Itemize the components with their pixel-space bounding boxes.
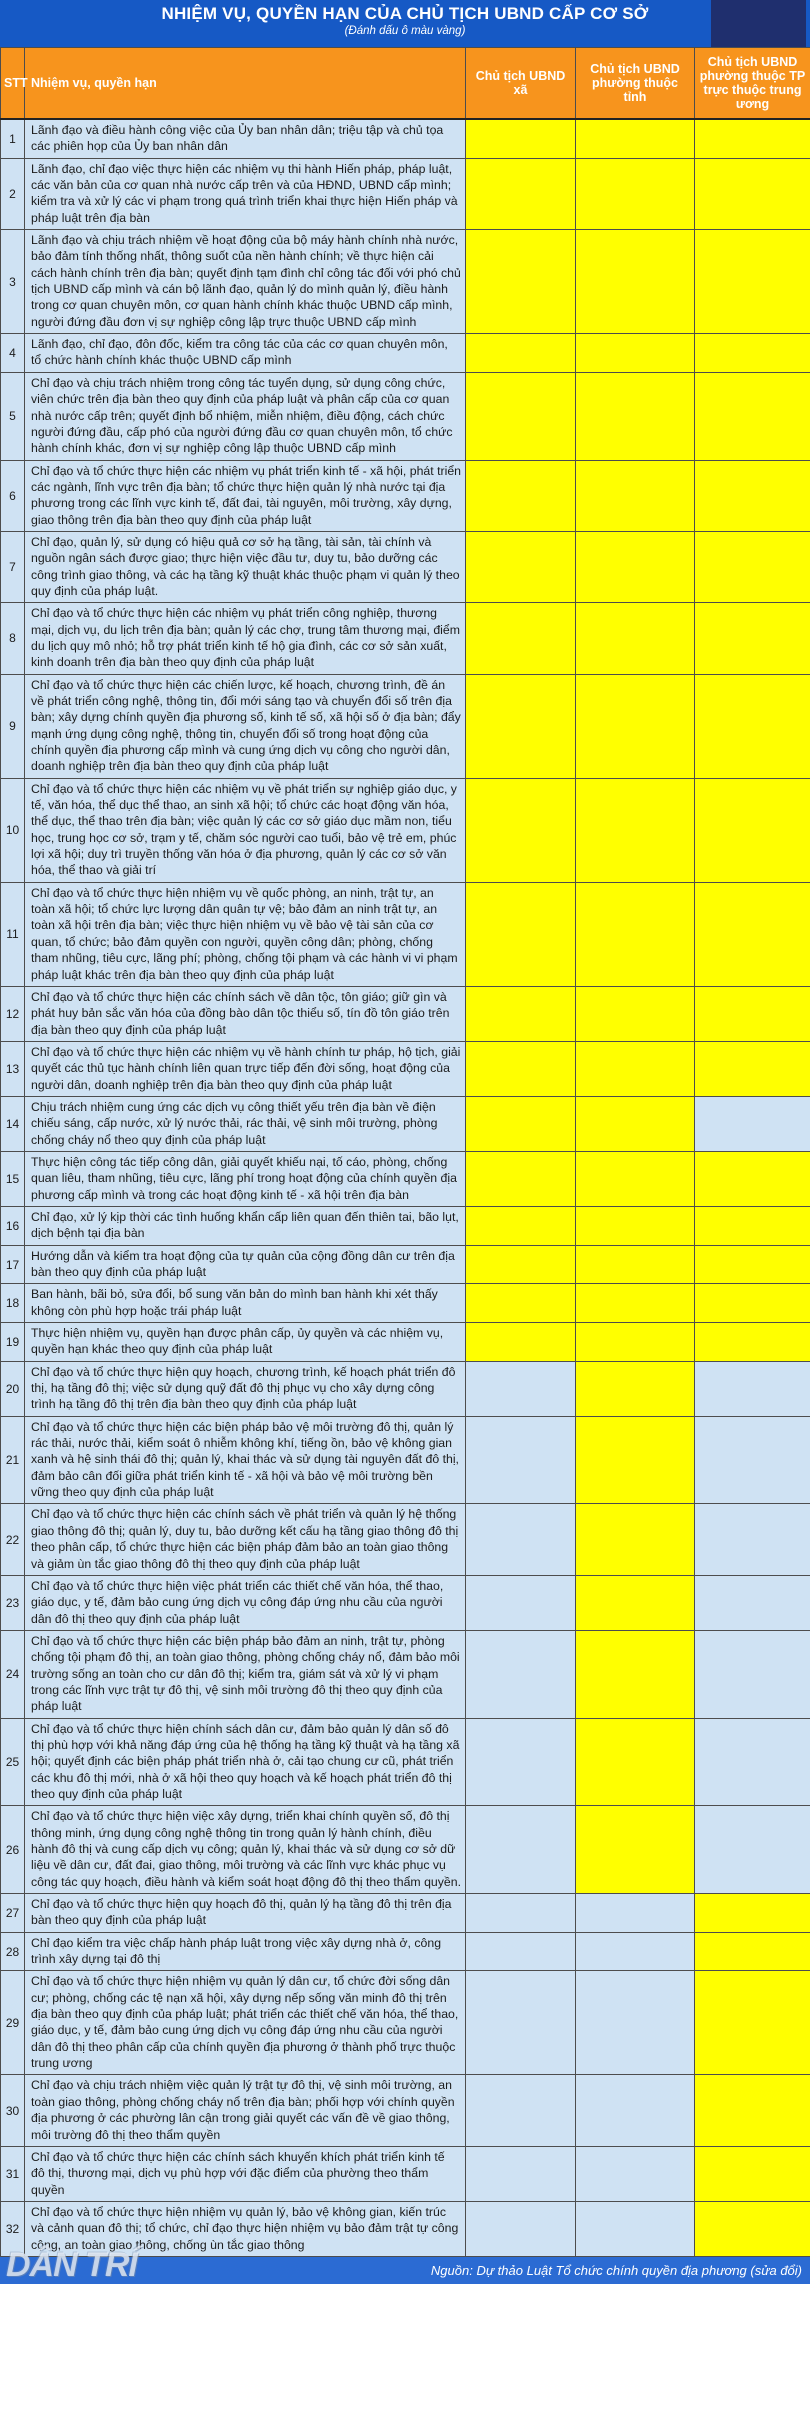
table-row	[1, 1361, 810, 1416]
row-number: 32	[1, 2201, 25, 2256]
mark-cell-ward-central-city	[695, 778, 810, 882]
title-banner	[0, 0, 810, 47]
mark-cell-ward-province	[576, 1971, 695, 2075]
task-text: Chỉ đạo và tổ chức thực hiện việc phát triển các thiết chế văn hóa, thể thao, giáo dục, y tế, đảm bảo cung ứng dịch vụ công đáp ứng nhu cầu của người dân đô thị theo quy định của pháp luật	[25, 1575, 466, 1630]
row-number: 23	[1, 1575, 25, 1630]
task-text: Chỉ đạo và tổ chức thực hiện các nhiệm vụ phát triển công nghiệp, thương mại, dịch vụ, du lịch trên địa bàn; quản lý các chợ, trung tâm thương mại, điểm du lịch quy mô nhỏ; hỗ trợ phát triển kinh tế hộ gia đình, các cơ sở sản xuất, kinh doanh trên địa bàn theo quy định của pháp luật	[25, 603, 466, 674]
mark-cell-ward-province	[576, 778, 695, 882]
table-row	[1, 1630, 810, 1718]
mark-cell-ward-central-city	[695, 1245, 810, 1284]
mark-cell-ward-central-city	[695, 119, 810, 158]
row-number: 3	[1, 230, 25, 334]
row-number: 7	[1, 531, 25, 602]
table-row	[1, 2201, 810, 2256]
mark-cell-commune	[466, 1151, 576, 1206]
task-text: Lãnh đạo, chỉ đạo việc thực hiện các nhiệm vụ thi hành Hiến pháp, pháp luật, các văn bản của cơ quan nhà nước cấp trên và của HĐND, UBND cấp mình; kiểm tra và xử lý các vi phạm trong quá trình triển khai thực hiện Hiến pháp và pháp luật trên địa bàn	[25, 158, 466, 229]
row-number: 31	[1, 2146, 25, 2201]
task-text: Chỉ đạo kiểm tra việc chấp hành pháp luật trong việc xây dựng nhà ở, công trình xây dựng tại đô thị	[25, 1932, 466, 1971]
row-number: 18	[1, 1284, 25, 1323]
row-number: 15	[1, 1151, 25, 1206]
table-row	[1, 778, 810, 882]
mark-cell-ward-central-city	[695, 230, 810, 334]
table-row	[1, 674, 810, 778]
mark-cell-ward-central-city	[695, 603, 810, 674]
mark-cell-ward-central-city	[695, 1971, 810, 2075]
mark-cell-ward-province	[576, 1894, 695, 1933]
mark-cell-ward-central-city	[695, 1504, 810, 1575]
table-row	[1, 1575, 810, 1630]
mark-cell-commune	[466, 230, 576, 334]
task-text: Chỉ đạo và tổ chức thực hiện các chính sách về dân tộc, tôn giáo; giữ gìn và phát huy bản sắc văn hóa của đồng bào dân tộc thiểu số, tín đồ tôn giáo trên địa bàn theo quy định của pháp luật	[25, 986, 466, 1041]
mark-cell-commune	[466, 372, 576, 460]
table-header	[1, 48, 810, 120]
mark-cell-ward-central-city	[695, 2201, 810, 2256]
row-number: 28	[1, 1932, 25, 1971]
task-text: Chỉ đạo, quản lý, sử dụng có hiệu quả cơ sở hạ tầng, tài sản, tài chính và nguồn ngân sách được giao; thực hiện việc đầu tư, duy tu, bảo dưỡng các công trình giao thông, và các hạ tầng kỹ thuật khác thuộc phạm vi quản lý theo quy định của pháp luật.	[25, 531, 466, 602]
table-row	[1, 1932, 810, 1971]
mark-cell-ward-province	[576, 1504, 695, 1575]
mark-cell-ward-province	[576, 1151, 695, 1206]
table-row	[1, 334, 810, 373]
table-row	[1, 986, 810, 1041]
mark-cell-commune	[466, 882, 576, 986]
table-row	[1, 1971, 810, 2075]
mark-cell-ward-province	[576, 1630, 695, 1718]
mark-cell-commune	[466, 1504, 576, 1575]
mark-cell-commune	[466, 1630, 576, 1718]
row-number: 5	[1, 372, 25, 460]
mark-cell-ward-province	[576, 158, 695, 229]
mark-cell-ward-province	[576, 1096, 695, 1151]
mark-cell-ward-province	[576, 2201, 695, 2256]
task-text: Hướng dẫn và kiểm tra hoạt động của tự quản của cộng đồng dân cư trên địa bàn theo quy định của pháp luật	[25, 1245, 466, 1284]
top-right-dark-block	[711, 0, 806, 47]
mark-cell-ward-province	[576, 2146, 695, 2201]
task-text: Chỉ đạo và tổ chức thực hiện các chính sách về phát triển và quản lý hệ thống giao thông đô thị; quản lý, duy tu, bảo dưỡng kết cấu hạ tầng giao thông đô thị theo phân cấp, tổ chức thực hiện các biện pháp đảm bảo an toàn giao thông và giảm ùn tắc giao thông đô thị theo quy định của pháp luật	[25, 1504, 466, 1575]
table-row	[1, 1206, 810, 1245]
mark-cell-ward-province	[576, 2075, 695, 2146]
mark-cell-ward-province	[576, 372, 695, 460]
row-number: 4	[1, 334, 25, 373]
table-row	[1, 1894, 810, 1933]
mark-cell-commune	[466, 986, 576, 1041]
row-number: 13	[1, 1041, 25, 1096]
task-text: Chỉ đạo và tổ chức thực hiện các nhiệm vụ về phát triển sự nghiệp giáo dục, y tế, văn hóa, thể dục thể thao, an sinh xã hội; tổ chức các hoạt động văn hóa, thể dục, thể thao trên địa bàn; việc quản lý các cơ sở giáo dục mầm non, tiểu học, trung học cơ sở, trạm y tế, chăm sóc người cao tuổi, bảo vệ trẻ em, phúc lợi xã hội; duy trì truyền thống văn hóa ở địa phương, quản lý các cơ sở văn hóa, thể thao và giải trí	[25, 778, 466, 882]
table-row	[1, 2075, 810, 2146]
header-task: Nhiệm vụ, quyền hạn	[25, 48, 466, 120]
task-text: Chỉ đạo và tổ chức thực hiện quy hoạch, chương trình, kế hoạch phát triển đô thị, hạ tầng đô thị; việc sử dụng quỹ đất đô thị phục vụ cho xây dựng công trình hạ tầng đô thị trên địa bàn theo quy định của pháp luật	[25, 1361, 466, 1416]
mark-cell-ward-central-city	[695, 674, 810, 778]
mark-cell-commune	[466, 1041, 576, 1096]
row-number: 9	[1, 674, 25, 778]
mark-cell-ward-province	[576, 1245, 695, 1284]
mark-cell-ward-province	[576, 1932, 695, 1971]
mark-cell-ward-central-city	[695, 1041, 810, 1096]
task-text: Chịu trách nhiệm cung ứng các dịch vụ công thiết yếu trên địa bàn về điện chiếu sáng, cấp nước, xử lý nước thải, rác thải, vệ sinh môi trường, phòng chống cháy nổ theo quy định của pháp luật	[25, 1096, 466, 1151]
mark-cell-ward-central-city	[695, 372, 810, 460]
source-note: Nguồn: Dự thảo Luật Tổ chức chính quyền địa phương (sửa đổi)	[430, 2262, 802, 2278]
row-number: 29	[1, 1971, 25, 2075]
row-number: 6	[1, 460, 25, 531]
task-text: Chỉ đạo, xử lý kịp thời các tình huống khẩn cấp liên quan đến thiên tai, bão lụt, dịch bệnh tại địa bàn	[25, 1206, 466, 1245]
mark-cell-ward-province	[576, 674, 695, 778]
mark-cell-ward-central-city	[695, 1894, 810, 1933]
mark-cell-ward-province	[576, 1416, 695, 1504]
mark-cell-ward-central-city	[695, 2075, 810, 2146]
mark-cell-ward-province	[576, 1718, 695, 1806]
mark-cell-ward-province	[576, 1041, 695, 1096]
task-text: Chỉ đạo và tổ chức thực hiện nhiệm vụ quản lý, bảo vệ không gian, kiến trúc và cảnh quan đô thị; tổ chức, chỉ đạo thực hiện nhiệm vụ bảo đảm trật tự công cộng, an toàn giao thông, chống ùn tắc giao thông	[25, 2201, 466, 2256]
row-number: 1	[1, 119, 25, 158]
table-row	[1, 1416, 810, 1504]
row-number: 16	[1, 1206, 25, 1245]
task-text: Chỉ đạo và tổ chức thực hiện các nhiệm vụ về hành chính tư pháp, hộ tịch, giải quyết các thủ tục hành chính liên quan trực tiếp đến đời sống, hoạt động của người dân, doanh nghiệp trên địa bàn theo quy định của pháp luật	[25, 1041, 466, 1096]
table-row	[1, 2146, 810, 2201]
row-number: 30	[1, 2075, 25, 2146]
mark-cell-ward-province	[576, 1206, 695, 1245]
task-text: Chỉ đạo và tổ chức thực hiện chính sách dân cư, đảm bảo quản lý dân số đô thị phù hợp với khả năng đáp ứng của hệ thống hạ tầng kỹ thuật và hạ tầng xã hội; quyết định các biện pháp phát triển nhà ở, cải tạo chung cư cũ, phát triển các khu đô thị mới, nhà ở xã hội theo quy hoạch và kế hoạch phát triển đô thị theo quy định của pháp luật	[25, 1718, 466, 1806]
mark-cell-commune	[466, 1806, 576, 1894]
task-text: Chỉ đạo và tổ chức thực hiện các chính sách khuyến khích phát triển kinh tế đô thị, thương mại, dịch vụ phù hợp với đặc điểm của phường theo thẩm quyền	[25, 2146, 466, 2201]
mark-cell-ward-central-city	[695, 1151, 810, 1206]
mark-cell-ward-central-city	[695, 1575, 810, 1630]
mark-cell-commune	[466, 531, 576, 602]
table-row	[1, 119, 810, 158]
mark-cell-ward-central-city	[695, 2146, 810, 2201]
task-text: Chỉ đạo và tổ chức thực hiện các biện pháp bảo đảm an ninh, trật tự, phòng chống tội phạm đô thị, an toàn giao thông, phòng chống cháy nổ, đảm bảo môi trường sống an toàn cho cư dân đô thị; kiểm tra, giám sát và xử lý vi phạm trong các lĩnh vực trật tự đô thị, vệ sinh môi trường đô thị theo quy định của pháp luật	[25, 1630, 466, 1718]
dantri-watermark-logo: DÂN TRÍ	[6, 2245, 137, 2284]
mark-cell-ward-province	[576, 230, 695, 334]
task-text: Chỉ đạo và chịu trách nhiệm trong công tác tuyển dụng, sử dụng công chức, viên chức trên địa bàn theo quy định của pháp luật và phân cấp của cơ quan nhà nước cấp trên; quyết định bổ nhiệm, miễn nhiệm, điều động, cách chức người đứng đầu, cấp phó của người đứng đầu cơ quan chuyên môn, tổ chức hành chính khác, đơn vị sự nghiệp công lập thuộc UBND cấp mình	[25, 372, 466, 460]
table-row	[1, 882, 810, 986]
mark-cell-commune	[466, 1575, 576, 1630]
row-number: 24	[1, 1630, 25, 1718]
table-row	[1, 1504, 810, 1575]
mark-cell-ward-central-city	[695, 531, 810, 602]
header-chairman-ward-province: Chủ tịch UBND phường thuộc tỉnh	[576, 48, 695, 120]
task-text: Chỉ đạo và tổ chức thực hiện quy hoạch đô thị, quản lý hạ tầng đô thị trên địa bàn theo quy định của pháp luật	[25, 1894, 466, 1933]
mark-cell-ward-province	[576, 1361, 695, 1416]
mark-cell-ward-central-city	[695, 1323, 810, 1362]
mark-cell-ward-province	[576, 986, 695, 1041]
task-text: Lãnh đạo và điều hành công việc của Ủy ban nhân dân; triệu tập và chủ tọa các phiên họp của Ủy ban nhân dân	[25, 119, 466, 158]
row-number: 26	[1, 1806, 25, 1894]
row-number: 22	[1, 1504, 25, 1575]
task-text: Ban hành, bãi bỏ, sửa đổi, bổ sung văn bản do mình ban hành khi xét thấy không còn phù hợp hoặc trái pháp luật	[25, 1284, 466, 1323]
header-chairman-ward-central-city: Chủ tịch UBND phường thuộc TP trực thuộc trung ương	[695, 48, 810, 120]
mark-cell-ward-central-city	[695, 1630, 810, 1718]
row-number: 21	[1, 1416, 25, 1504]
mark-cell-ward-province	[576, 603, 695, 674]
header-chairman-commune: Chủ tịch UBND xã	[466, 48, 576, 120]
mark-cell-ward-province	[576, 1284, 695, 1323]
mark-cell-ward-province	[576, 334, 695, 373]
mark-cell-ward-central-city	[695, 1932, 810, 1971]
task-text: Chỉ đạo và tổ chức thực hiện nhiệm vụ quản lý dân cư, tổ chức đời sống dân cư; phòng, chống các tệ nạn xã hội, xây dựng nếp sống văn minh đô thị trên địa bàn theo quy định của pháp luật; phát triển các thiết chế văn hóa, thể thao, giáo dục, y tế, đảm bảo cung ứng dịch vụ công đáp ứng nhu cầu của người dân đô thị theo phân cấp của chính quyền địa phương ở thành phố trực thuộc trung ương	[25, 1971, 466, 2075]
table-row	[1, 158, 810, 229]
task-text: Lãnh đạo, chỉ đạo, đôn đốc, kiểm tra công tác của các cơ quan chuyên môn, tổ chức hành chính khác thuộc UBND cấp mình	[25, 334, 466, 373]
task-text: Chỉ đạo và tổ chức thực hiện các nhiệm vụ phát triển kinh tế - xã hội, phát triển các ngành, lĩnh vực trên địa bàn; tổ chức thực hiện quản lý nhà nước tại địa phương trong các lĩnh vực kinh tế, đất đai, tài nguyên, môi trường, xây dựng, giao thông trên địa bàn theo quy định của pháp luật	[25, 460, 466, 531]
footer-bar	[0, 2257, 810, 2284]
table-row	[1, 1718, 810, 1806]
mark-cell-ward-province	[576, 460, 695, 531]
row-number: 17	[1, 1245, 25, 1284]
mark-cell-ward-province	[576, 1806, 695, 1894]
table-row	[1, 1041, 810, 1096]
mark-cell-commune	[466, 2075, 576, 2146]
mark-cell-commune	[466, 1971, 576, 2075]
table-row	[1, 603, 810, 674]
mark-cell-commune	[466, 460, 576, 531]
mark-cell-ward-province	[576, 119, 695, 158]
row-number: 2	[1, 158, 25, 229]
page-subtitle: (Đánh dấu ô màu vàng)	[344, 25, 466, 37]
mark-cell-commune	[466, 1096, 576, 1151]
table-row	[1, 230, 810, 334]
table-row	[1, 1806, 810, 1894]
mark-cell-ward-province	[576, 882, 695, 986]
table-row	[1, 1284, 810, 1323]
row-number: 14	[1, 1096, 25, 1151]
page-title: NHIỆM VỤ, QUYỀN HẠN CỦA CHỦ TỊCH UBND CẤP CƠ SỞ	[161, 4, 649, 23]
mark-cell-commune	[466, 1718, 576, 1806]
row-number: 8	[1, 603, 25, 674]
mark-cell-commune	[466, 778, 576, 882]
mark-cell-ward-central-city	[695, 1361, 810, 1416]
table-row	[1, 372, 810, 460]
row-number: 25	[1, 1718, 25, 1806]
mark-cell-ward-central-city	[695, 158, 810, 229]
table-row	[1, 1151, 810, 1206]
task-text: Thực hiện công tác tiếp công dân, giải quyết khiếu nại, tố cáo, phòng, chống quan liêu, tham nhũng, tiêu cực, lãng phí trong hoạt động của chính quyền địa phương cấp mình và trong các hoạt động kinh tế - xã hội trên địa bàn	[25, 1151, 466, 1206]
task-text: Chỉ đạo và tổ chức thực hiện việc xây dựng, triển khai chính quyền số, đô thị thông minh, ứng dụng công nghệ thông tin trong quản lý hành chính, điều hành đô thị và cung cấp dịch vụ công; quản lý, khai thác và sử dụng cơ sở dữ liệu về dân cư, đất đai, giao thông, môi trường và các lĩnh vực khác phục vụ công tác quy hoạch, điều hành và kiểm soát hoạt động đô thị theo thẩm quyền.	[25, 1806, 466, 1894]
task-text: Chỉ đạo và chịu trách nhiệm việc quản lý trật tự đô thị, vệ sinh môi trường, an toàn giao thông, phòng chống cháy nổ trên địa bàn; phối hợp với chính quyền địa phương ở các phường lân cận trong giải quyết các vấn đề về giao thông, môi trường đô thị theo thẩm quyền	[25, 2075, 466, 2146]
mark-cell-ward-central-city	[695, 334, 810, 373]
mark-cell-commune	[466, 603, 576, 674]
table-body	[1, 119, 810, 2256]
table-row	[1, 1323, 810, 1362]
task-text: Chỉ đạo và tổ chức thực hiện nhiệm vụ về quốc phòng, an ninh, trật tự, an toàn xã hội; tổ chức lực lượng dân quân tự vệ; bảo đảm an ninh trật tự, an toàn xã hội trên địa bàn; việc thực hiện nhiệm vụ về bảo vệ tài sản của cơ quan, tổ chức; bảo đảm quyền con người, quyền công dân; phòng, chống tham nhũng, tiêu cực, lãng phí; phòng, chống tội phạm và các hành vi vi phạm pháp luật khác trên địa bàn theo quy định của pháp luật	[25, 882, 466, 986]
mark-cell-ward-central-city	[695, 1416, 810, 1504]
mark-cell-commune	[466, 334, 576, 373]
mark-cell-ward-province	[576, 1323, 695, 1362]
task-text: Chỉ đạo và tổ chức thực hiện các chiến lược, kế hoạch, chương trình, đề án về phát triển công nghệ, thông tin, đổi mới sáng tạo và chuyển đổi số trên địa bàn; xây dựng chính quyền địa phương số, kinh tế số, xã hội số ở địa bàn; đẩy mạnh ứng dụng công nghệ, thông tin, chuyển đổi số trong hoạt động của chính quyền địa phương cấp mình và cung ứng dịch vụ công cho người dân, doanh nghiệp trên địa bàn theo quy định của pháp luật	[25, 674, 466, 778]
mark-cell-commune	[466, 2146, 576, 2201]
mark-cell-commune	[466, 158, 576, 229]
mark-cell-ward-central-city	[695, 1718, 810, 1806]
mark-cell-commune	[466, 2201, 576, 2256]
mark-cell-commune	[466, 1894, 576, 1933]
task-text: Thực hiện nhiệm vụ, quyền hạn được phân cấp, ủy quyền và các nhiệm vụ, quyền hạn khác theo quy định của pháp luật	[25, 1323, 466, 1362]
mark-cell-ward-central-city	[695, 1206, 810, 1245]
row-number: 19	[1, 1323, 25, 1362]
mark-cell-ward-central-city	[695, 460, 810, 531]
table-row	[1, 1245, 810, 1284]
mark-cell-commune	[466, 119, 576, 158]
task-text: Lãnh đạo và chịu trách nhiệm về hoạt động của bộ máy hành chính nhà nước, bảo đảm tính thống nhất, thông suốt của nền hành chính; về thực hiện cải cách hành chính trên địa bàn; quyết định tạm đình chỉ công tác đối với phó chủ tịch UBND cấp mình và cán bộ lãnh đạo, quản lý do mình quản lý, điều hành trong cơ quan chuyên môn, cơ quan hành chính khác thuộc UBND cấp mình, người đứng đầu đơn vị sự nghiệp công lập trực thuộc UBND cấp mình	[25, 230, 466, 334]
row-number: 27	[1, 1894, 25, 1933]
mark-cell-commune	[466, 1932, 576, 1971]
mark-cell-ward-central-city	[695, 1806, 810, 1894]
task-text: Chỉ đạo và tổ chức thực hiện các biện pháp bảo vệ môi trường đô thị, quản lý rác thải, nước thải, kiểm soát ô nhiễm không khí, tiếng ồn, bảo vệ không gian xanh và hệ sinh thái đô thị; quản lý, khai thác và sử dụng tài nguyên đất đô thị, đảm bảo cân đối giữa phát triển kinh tế - xã hội và bảo vệ môi trường bền vững theo quy định của pháp luật	[25, 1416, 466, 1504]
mark-cell-ward-central-city	[695, 1096, 810, 1151]
header-stt: STT	[1, 48, 25, 120]
mark-cell-commune	[466, 1323, 576, 1362]
row-number: 11	[1, 882, 25, 986]
mark-cell-commune	[466, 1416, 576, 1504]
row-number: 10	[1, 778, 25, 882]
row-number: 12	[1, 986, 25, 1041]
mark-cell-commune	[466, 674, 576, 778]
mark-cell-commune	[466, 1245, 576, 1284]
mark-cell-commune	[466, 1206, 576, 1245]
duties-table	[0, 47, 810, 2257]
mark-cell-commune	[466, 1284, 576, 1323]
row-number: 20	[1, 1361, 25, 1416]
mark-cell-commune	[466, 1361, 576, 1416]
table-row	[1, 460, 810, 531]
mark-cell-ward-province	[576, 531, 695, 602]
table-row	[1, 531, 810, 602]
table-row	[1, 1096, 810, 1151]
mark-cell-ward-province	[576, 1575, 695, 1630]
mark-cell-ward-central-city	[695, 986, 810, 1041]
mark-cell-ward-central-city	[695, 882, 810, 986]
mark-cell-ward-central-city	[695, 1284, 810, 1323]
